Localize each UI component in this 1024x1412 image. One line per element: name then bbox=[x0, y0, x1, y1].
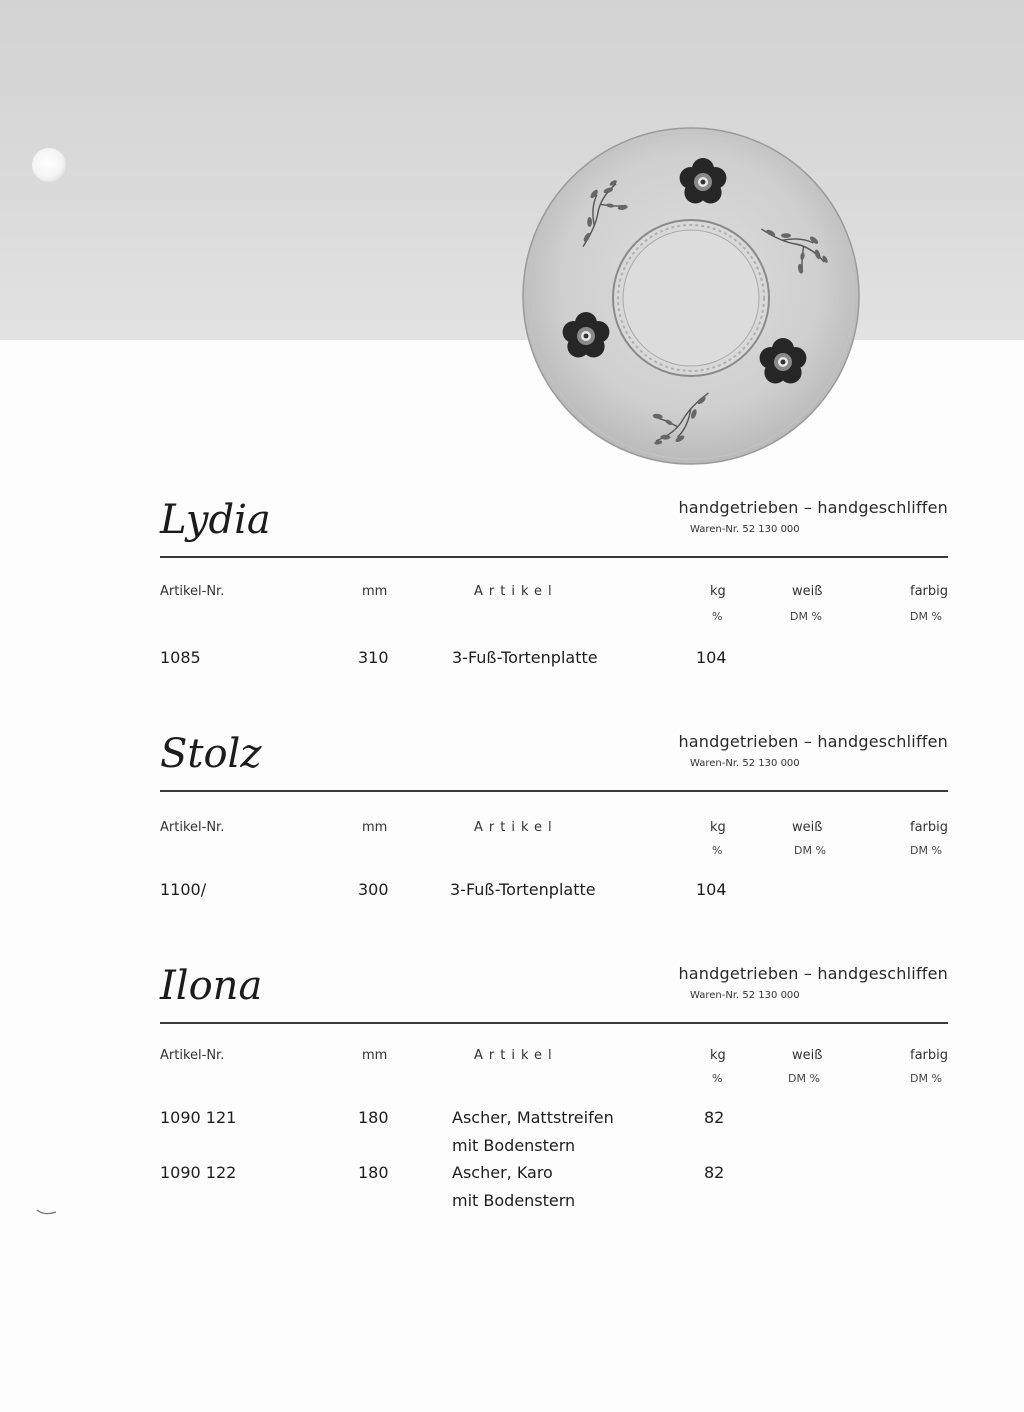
unit-farbig: DM % bbox=[910, 844, 942, 857]
header-weiss: weiß bbox=[792, 584, 823, 599]
header-artikel: Artikel bbox=[474, 1048, 558, 1063]
section-description: handgetrieben – handgeschliffen bbox=[678, 964, 948, 983]
header-mm: mm bbox=[362, 584, 388, 599]
header-artikel-nr: Artikel-Nr. bbox=[160, 1048, 225, 1063]
header-weiss: weiß bbox=[792, 820, 823, 835]
cell-mm: 300 bbox=[358, 880, 389, 899]
header-mm: mm bbox=[362, 820, 388, 835]
section-divider bbox=[160, 790, 948, 792]
margin-mark bbox=[36, 1206, 60, 1218]
cell-artikel: 3-Fuß-Tortenplatte bbox=[450, 880, 596, 899]
header-farbig: farbig bbox=[910, 1048, 949, 1063]
plate-image bbox=[520, 126, 862, 466]
section-lydia bbox=[160, 496, 948, 736]
unit-farbig: DM % bbox=[910, 610, 942, 623]
cell-kg: 104 bbox=[696, 648, 727, 667]
cell-mm: 180 bbox=[358, 1163, 389, 1182]
unit-farbig: DM % bbox=[910, 1072, 942, 1085]
cell-kg: 82 bbox=[704, 1163, 725, 1182]
cell-artikel-nr: 1085 bbox=[160, 648, 201, 667]
waren-number: Waren-Nr. 52 130 000 bbox=[690, 758, 800, 769]
photo-background bbox=[0, 0, 1024, 340]
cell-artikel: 3-Fuß-Tortenplatte bbox=[452, 648, 598, 667]
waren-number: Waren-Nr. 52 130 000 bbox=[690, 524, 800, 535]
cell-artikel-nr: 1090 121 bbox=[160, 1108, 237, 1127]
section-title: Lydia bbox=[160, 497, 271, 543]
header-kg: kg bbox=[710, 820, 726, 835]
punch-hole bbox=[32, 148, 66, 182]
header-artikel-nr: Artikel-Nr. bbox=[160, 820, 225, 835]
cell-artikel-nr: 1100/ bbox=[160, 880, 207, 899]
cell-kg: 104 bbox=[696, 880, 727, 899]
unit-weiss: DM % bbox=[794, 844, 826, 857]
header-artikel: Artikel bbox=[474, 584, 558, 599]
header-farbig: farbig bbox=[910, 820, 949, 835]
section-ilona bbox=[160, 962, 948, 1232]
header-farbig: farbig bbox=[910, 584, 949, 599]
cell-mm: 180 bbox=[358, 1108, 389, 1127]
cell-artikel-nr: 1090 122 bbox=[160, 1163, 237, 1182]
header-weiss: weiß bbox=[792, 1048, 823, 1063]
cell-kg: 82 bbox=[704, 1108, 725, 1127]
header-artikel: Artikel bbox=[474, 820, 558, 835]
cell-artikel-line2: mit Bodenstern bbox=[452, 1191, 576, 1210]
section-title: Ilona bbox=[160, 963, 263, 1009]
cell-artikel-line2: mit Bodenstern bbox=[452, 1136, 576, 1155]
waren-number: Waren-Nr. 52 130 000 bbox=[690, 990, 800, 1001]
section-description: handgetrieben – handgeschliffen bbox=[678, 498, 948, 517]
cell-artikel: Ascher, Mattstreifen bbox=[452, 1108, 614, 1127]
unit-weiss: DM % bbox=[788, 1072, 820, 1085]
unit-kg: % bbox=[712, 1072, 723, 1085]
header-kg: kg bbox=[710, 1048, 726, 1063]
section-stolz bbox=[160, 730, 948, 970]
cell-mm: 310 bbox=[358, 648, 389, 667]
section-title: Stolz bbox=[160, 731, 262, 777]
cell-artikel: Ascher, Karo bbox=[452, 1163, 553, 1182]
section-divider bbox=[160, 1022, 948, 1024]
header-mm: mm bbox=[362, 1048, 388, 1063]
header-kg: kg bbox=[710, 584, 726, 599]
unit-kg: % bbox=[712, 610, 723, 623]
section-divider bbox=[160, 556, 948, 558]
header-artikel-nr: Artikel-Nr. bbox=[160, 584, 225, 599]
unit-kg: % bbox=[712, 844, 723, 857]
unit-weiss: DM % bbox=[790, 610, 822, 623]
section-description: handgetrieben – handgeschliffen bbox=[678, 732, 948, 751]
